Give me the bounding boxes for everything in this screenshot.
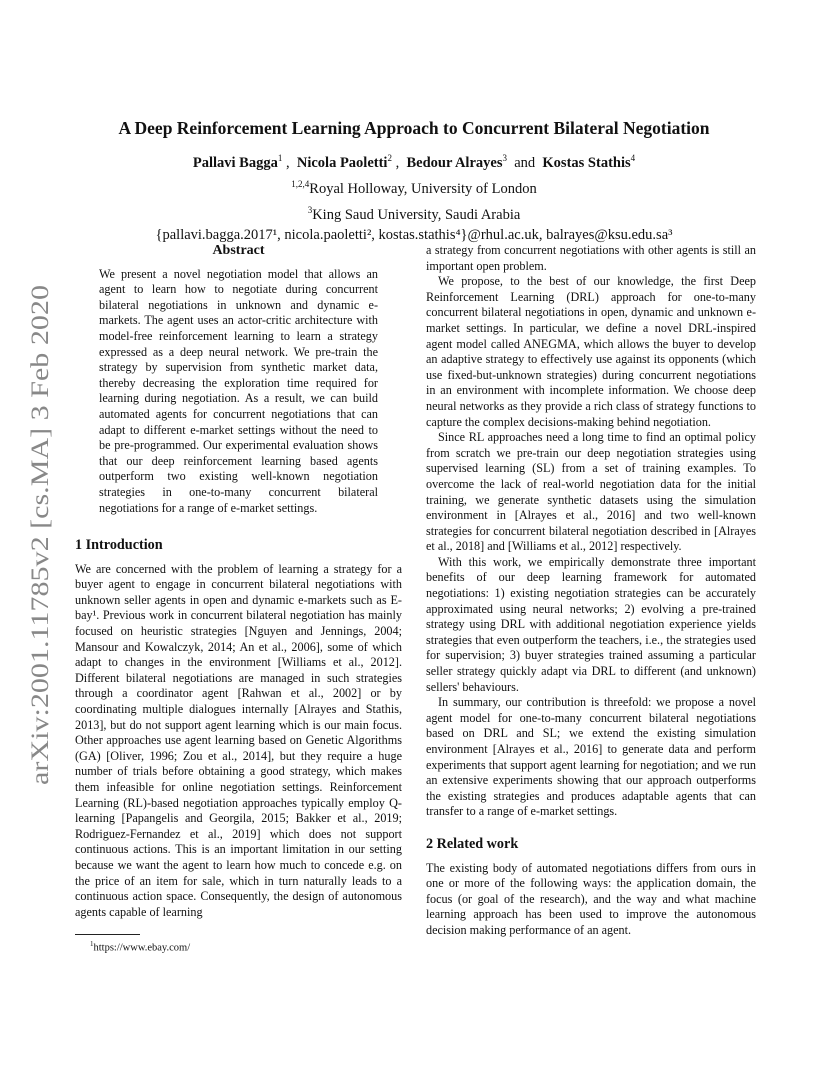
affiliation-text: Royal Holloway, University of London [309,180,537,197]
author-block [0,148,828,246]
paragraph: Since RL approaches need a long time to find an optimal policy from scratch we pre-train our deep negotiation strategies using supervised learning (SL) from a set of training examples. To overcome the lack of real-world negotiation data for the initial training, we generate synthetic datasets using the simulation environment in [Alrayes et al., 2016] and two well-known strategies for concurrent bilateral negotiation described in [Alrayes et al., 2018] and [Williams et al., 2012] respectively. [426,430,756,554]
author-name: Nicola Paoletti [296,154,388,171]
paragraph: We propose, to the best of our knowledge, the first Deep Reinforcement Learning (DRL) approach for one-to-many concurrent bilateral negotiations in open, dynamic and unknown e-market settings. In particular, we define a novel DRL-inspired agent model called ANEGMA, which allows the buyer to develop an adaptive strategy to effectively use against its opponents (which use fixed-but-unknown strategies) during concurrent negotiations in an environment with incomplete information. We choose deep neural networks as they provide a rich class of strategy functions to capture the complex decisions-making behind negotiation. [426,274,756,429]
affiliation-sup: 3 [307,204,313,215]
author-sup: 3 [502,153,507,163]
footnote-divider [75,934,140,935]
affiliation [0,200,828,226]
paragraph: With this work, we empirically demonstrate three important benefits of our deep learning framework for automated negotiations: 1) existing negotiation strategies can be accurately approximated using neural networks; 2) evolving a pre-trained strategy using DRL with additional negotiation experience yields strategies that even outperform the teachers, i.e., the strategies used for supervision; 3) buyer strategies trained assuming a particular seller strategy quickly adapt via DRL to different (and unknown) sellers' behaviours. [426,554,756,694]
author-name: Bedour Alrayes [406,154,503,171]
author-line: Pallavi Bagga$^1$ , Nicola Paoletti$^2$ , Bedour Alrayes$^3$ and Kostas Stathis$^4$ [192,153,636,171]
abstract-heading: Abstract [212,243,265,258]
intro-paragraph: We are concerned with the problem of learning a strategy for a buyer agent to engage in concurrent bilateral negotiations with unknown seller agents in open and dynamic e-markets such as E-bay¹. Previous work in concurrent bilateral negotiation has mainly focused on heuristic strategies [Nguyen and Jennings, 2004; Mansour and Kowalczyk, 2014; An et al., 2006], some of which adapt to changes in the environment [Williams et al., 2012]. Different bilateral negotiations are managed in such strategies through a coordinator agent [Rahwan et al., 2002] or by coordinating multiple dialogues internally [Alrayes and Stathis, 2013], but do not support agent learning which is our main focus. Other approaches use agent learning based on Genetic Algorithms (GA) [Oliver, 1996; Zou et al., 2014], but they require a huge number of trials before obtaining a good strategy, which makes them infeasible for online negotiation settings. Reinforcement Learning (RL)-based negotiation approaches typically employ Q-learning [Papangelis and Georgila, 2015; Bakker et al., 2019; Rodriguez-Fernandez et al., 2019] which does not support continuous actions. This is an important limitation in our setting because we want the agent to learn how much to concede e.g. on the price of an item for sale, which in turn naturally leads to a continuous action space. Consequently, the design of autonomous agents capable of learning [75,561,402,919]
footnote-mark: 1 [90,940,94,948]
affiliation [0,174,828,200]
author-name: Pallavi Bagga [192,154,278,171]
arxiv-id-text: arXiv:2001.11785v2 [cs.MA] 3 Feb 2020 [27,369,54,785]
left-column [75,243,402,920]
author-emails: {pallavi.bagga.2017¹, nicola.paoletti², kostas.stathis⁴}@rhul.ac.uk, balrayes@ksu.edu.sa³ [155,227,673,244]
author-sup: 1 [277,153,283,163]
paragraph: In summary, our contribution is threefold: we propose a novel agent model for one-to-many concurrent bilateral negotiations based on DRL and SL; we extend the existing simulation environment [Alrayes et al., 2016] to generate data and perform experiments that support agent learning for negotiation; and we run an extensive experiments showing that our approach outperforms the existing strategies and produces adaptable agents that can transfer to a range of e-market settings. [426,695,756,819]
paragraph: a strategy from concurrent negotiations with other agents is still an important open problem. [426,243,756,273]
right-column [426,243,756,939]
arxiv-identifier [14,285,58,785]
footnote [90,940,190,954]
paragraph: The existing body of automated negotiations differs from ours in one or more of the following ways: the application domain, the focus (or goal of the research), and the way and what machine learning approach has been used to improve the autonomous decision making performance of an agent. [426,860,756,937]
author-sup: 2 [387,153,392,163]
author-name: Kostas Stathis [542,154,631,171]
footnote-link[interactable]: https://www.ebay.com/ [93,942,191,954]
section-heading-introduction: 1 Introduction [75,537,163,554]
paper-title: A Deep Reinforcement Learning Approach to Concurrent Bilateral Negotiation [118,118,710,138]
author-conjunction: and [514,154,536,171]
affiliation-sup: 1,2,4 [291,178,310,189]
abstract-body: We present a novel negotiation model that allows an agent to learn how to negotiate during concurrent bilateral negotiations in unknown and dynamic e-markets. The agent uses an actor-critic architecture with model-free reinforcement learning to learn a strategy expressed as a deep neural network. We pre-train the strategy by supervision from synthetic market data, thereby decreasing the exploration time required for learning during negotiation. As a result, we can build automated agents for concurrent negotiations that can adapt to different e-market settings without the need to be pre-programmed. Our experimental evaluation shows that our deep reinforcement learning based agents outperform two existing well-known negotiation strategies in one-to-many concurrent bilateral negotiations for a range of e-market settings. [99,266,378,515]
affiliation-text: King Saud University, Saudi Arabia [312,206,521,223]
author-sup: 4 [630,153,636,163]
section-heading-related-work: 2 Related work [426,835,519,852]
